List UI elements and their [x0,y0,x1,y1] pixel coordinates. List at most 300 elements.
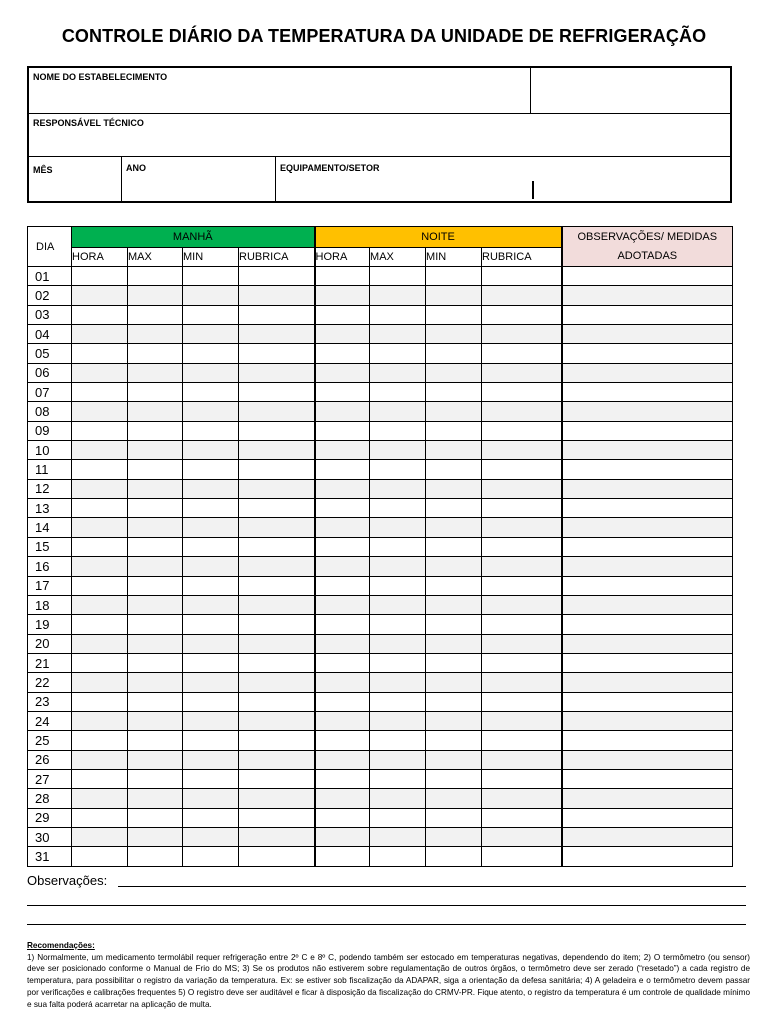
noite-hora-cell[interactable] [315,267,370,286]
noite-hora-cell[interactable] [315,421,370,440]
noite-min-cell[interactable] [426,847,482,866]
noite-rubrica-cell[interactable] [482,383,562,402]
manha-rubrica-cell[interactable] [239,325,315,344]
noite-min-cell[interactable] [426,769,482,788]
observacoes-cell[interactable] [562,383,733,402]
manha-min-cell[interactable] [183,325,239,344]
manha-min-cell[interactable] [183,731,239,750]
noite-hora-cell[interactable] [315,499,370,518]
manha-max-cell[interactable] [128,615,183,634]
manha-hora-cell[interactable] [72,789,128,808]
table-row [28,460,733,479]
noite-hora-cell[interactable] [315,344,370,363]
noite-min-cell[interactable] [426,286,482,305]
noite-rubrica-cell[interactable] [482,325,562,344]
recomendacoes-title: Recomendações: [27,941,95,950]
manha-max-cell[interactable] [128,808,183,827]
noite-max-cell[interactable] [370,673,426,692]
manha-rubrica-cell[interactable] [239,499,315,518]
noite-hora-cell[interactable] [315,479,370,498]
manha-min-cell[interactable] [183,363,239,382]
noite-hora-cell[interactable] [315,595,370,614]
manha-rubrica-cell[interactable] [239,518,315,537]
observacoes-cell[interactable] [562,460,733,479]
manha-hora-cell[interactable] [72,344,128,363]
table-row [28,673,733,692]
noite-rubrica-cell[interactable] [482,808,562,827]
manha-hora-cell[interactable] [72,460,128,479]
manha-hora-cell[interactable] [72,653,128,672]
nome-estabelecimento-field[interactable] [29,68,531,114]
observacoes-cell[interactable] [562,634,733,653]
manha-hora-cell[interactable] [72,402,128,421]
manha-rubrica-cell[interactable] [239,421,315,440]
manha-max-cell[interactable] [128,827,183,846]
manha-rubrica-cell[interactable] [239,769,315,788]
noite-max-cell[interactable] [370,537,426,556]
noite-min-cell[interactable] [426,615,482,634]
noite-min-cell[interactable] [426,731,482,750]
manha-min-cell[interactable] [183,557,239,576]
table-row [28,731,733,750]
noite-hora-cell[interactable] [315,402,370,421]
noite-min-cell[interactable] [426,557,482,576]
manha-hora-cell[interactable] [72,808,128,827]
manha-max-cell[interactable] [128,595,183,614]
noite-hora-cell[interactable] [315,750,370,769]
manha-min-cell[interactable] [183,267,239,286]
observacoes-cell[interactable] [562,576,733,595]
noite-min-cell[interactable] [426,789,482,808]
manha-rubrica-cell[interactable] [239,537,315,556]
noite-hora-cell[interactable] [315,789,370,808]
manha-hora-cell[interactable] [72,325,128,344]
manha-hora-cell[interactable] [72,518,128,537]
observacoes-cell[interactable] [562,595,733,614]
manha-rubrica-cell[interactable] [239,305,315,324]
noite-min-cell[interactable] [426,402,482,421]
noite-max-cell[interactable] [370,518,426,537]
manha-min-cell[interactable] [183,653,239,672]
manha-rubrica-cell[interactable] [239,847,315,866]
noite-hora-cell[interactable] [315,634,370,653]
observacoes-cell[interactable] [562,305,733,324]
manha-rubrica-cell[interactable] [239,692,315,711]
manha-min-cell[interactable] [183,808,239,827]
observacoes-section [27,872,747,890]
manha-max-cell[interactable] [128,789,183,808]
noite-max-cell[interactable] [370,808,426,827]
noite-min-cell[interactable] [426,808,482,827]
noite-max-cell[interactable] [370,305,426,324]
manha-rubrica-cell[interactable] [239,731,315,750]
noite-max-cell[interactable] [370,653,426,672]
noite-min-cell[interactable] [426,499,482,518]
day-number: 20 [28,634,72,653]
day-number: 17 [28,576,72,595]
manha-rubrica-cell[interactable] [239,711,315,730]
manha-min-cell[interactable] [183,383,239,402]
manha-max-cell[interactable] [128,750,183,769]
noite-hora-cell[interactable] [315,711,370,730]
noite-max-cell[interactable] [370,363,426,382]
noite-min-cell[interactable] [426,479,482,498]
observacoes-cell[interactable] [562,537,733,556]
manha-hora-cell[interactable] [72,383,128,402]
noite-hora-cell[interactable] [315,769,370,788]
manha-hora-cell[interactable] [72,557,128,576]
noite-max-cell[interactable] [370,692,426,711]
observacoes-cell[interactable] [562,653,733,672]
noite-hora-cell[interactable] [315,557,370,576]
noite-min-cell[interactable] [426,441,482,460]
manha-max-cell[interactable] [128,363,183,382]
manha-max-cell[interactable] [128,518,183,537]
manha-min-cell[interactable] [183,789,239,808]
noite-rubrica-cell[interactable] [482,537,562,556]
manha-rubrica-cell[interactable] [239,789,315,808]
noite-max-cell[interactable] [370,460,426,479]
manha-rubrica-cell[interactable] [239,634,315,653]
observacoes-cell[interactable] [562,402,733,421]
manha-min-cell[interactable] [183,460,239,479]
observacoes-line-3[interactable] [27,924,746,925]
manha-hora-cell[interactable] [72,537,128,556]
table-row [28,499,733,518]
manha-hora-cell[interactable] [72,673,128,692]
noite-hora-cell[interactable] [315,363,370,382]
manha-hora-cell[interactable] [72,441,128,460]
noite-rubrica-cell[interactable] [482,692,562,711]
noite-hora-cell[interactable] [315,518,370,537]
manha-max-cell[interactable] [128,286,183,305]
noite-min-cell[interactable] [426,827,482,846]
manha-hora-cell[interactable] [72,595,128,614]
manha-min-cell[interactable] [183,499,239,518]
noite-min-cell[interactable] [426,421,482,440]
manha-hora-cell[interactable] [72,421,128,440]
noite-hora-cell[interactable] [315,692,370,711]
observacoes-cell[interactable] [562,692,733,711]
manha-hora-cell[interactable] [72,479,128,498]
noite-max-header: MAX [370,248,426,267]
noite-hora-cell[interactable] [315,827,370,846]
noite-max-cell[interactable] [370,847,426,866]
manha-min-cell[interactable] [183,421,239,440]
observacoes-cell[interactable] [562,441,733,460]
manha-rubrica-cell[interactable] [239,576,315,595]
manha-max-cell[interactable] [128,499,183,518]
manha-hora-cell[interactable] [72,305,128,324]
manha-min-cell[interactable] [183,827,239,846]
noite-min-cell[interactable] [426,267,482,286]
noite-rubrica-cell[interactable] [482,286,562,305]
noite-hora-cell[interactable] [315,305,370,324]
noite-hora-cell[interactable] [315,673,370,692]
observacoes-cell[interactable] [562,731,733,750]
noite-min-cell[interactable] [426,653,482,672]
noite-max-cell[interactable] [370,267,426,286]
manha-hora-header: HORA [72,248,128,267]
manha-hora-cell[interactable] [72,499,128,518]
manha-hora-cell[interactable] [72,847,128,866]
noite-rubrica-cell[interactable] [482,595,562,614]
noite-hora-cell[interactable] [315,537,370,556]
noite-rubrica-cell[interactable] [482,344,562,363]
manha-min-cell[interactable] [183,344,239,363]
manha-hora-cell[interactable] [72,634,128,653]
noite-max-cell[interactable] [370,325,426,344]
noite-max-cell[interactable] [370,576,426,595]
noite-hora-cell[interactable] [315,615,370,634]
observacoes-line-1[interactable] [118,886,746,887]
manha-rubrica-cell[interactable] [239,344,315,363]
manha-rubrica-cell[interactable] [239,653,315,672]
noite-max-cell[interactable] [370,827,426,846]
noite-rubrica-cell[interactable] [482,673,562,692]
noite-rubrica-cell[interactable] [482,479,562,498]
noite-rubrica-cell[interactable] [482,827,562,846]
manha-max-cell[interactable] [128,847,183,866]
observacoes-cell[interactable] [562,286,733,305]
noite-min-cell[interactable] [426,383,482,402]
manha-rubrica-header: RUBRICA [239,248,315,267]
manha-rubrica-cell[interactable] [239,460,315,479]
manha-hora-cell[interactable] [72,731,128,750]
manha-max-cell[interactable] [128,305,183,324]
manha-min-cell[interactable] [183,479,239,498]
observacoes-cell[interactable] [562,363,733,382]
equipamento-setor-field[interactable] [276,157,730,201]
noite-max-cell[interactable] [370,383,426,402]
manha-max-cell[interactable] [128,325,183,344]
noite-hora-cell[interactable] [315,847,370,866]
manha-hora-cell[interactable] [72,750,128,769]
noite-rubrica-cell[interactable] [482,711,562,730]
observacoes-cell[interactable] [562,325,733,344]
manha-rubrica-cell[interactable] [239,595,315,614]
noite-min-cell[interactable] [426,673,482,692]
noite-rubrica-cell[interactable] [482,557,562,576]
manha-rubrica-cell[interactable] [239,479,315,498]
noite-hora-cell[interactable] [315,731,370,750]
noite-min-cell[interactable] [426,537,482,556]
noite-max-cell[interactable] [370,286,426,305]
manha-max-cell[interactable] [128,441,183,460]
noite-min-cell[interactable] [426,750,482,769]
manha-rubrica-cell[interactable] [239,402,315,421]
noite-min-cell[interactable] [426,711,482,730]
manha-max-cell[interactable] [128,460,183,479]
noite-rubrica-cell[interactable] [482,769,562,788]
manha-min-cell[interactable] [183,847,239,866]
noite-hora-cell[interactable] [315,325,370,344]
manha-rubrica-cell[interactable] [239,363,315,382]
noite-rubrica-cell[interactable] [482,576,562,595]
manha-min-cell[interactable] [183,769,239,788]
observacoes-cell[interactable] [562,789,733,808]
observacoes-cell[interactable] [562,711,733,730]
observacoes-cell[interactable] [562,769,733,788]
noite-rubrica-cell[interactable] [482,363,562,382]
manha-max-cell[interactable] [128,653,183,672]
manha-rubrica-cell[interactable] [239,286,315,305]
manha-hora-cell[interactable] [72,615,128,634]
observacoes-cell[interactable] [562,499,733,518]
manha-max-cell[interactable] [128,634,183,653]
manha-hora-cell[interactable] [72,576,128,595]
manha-max-cell[interactable] [128,731,183,750]
observacoes-line-2[interactable] [27,905,746,906]
noite-rubrica-cell[interactable] [482,750,562,769]
observacoes-cell[interactable] [562,847,733,866]
noite-max-cell[interactable] [370,402,426,421]
manha-hora-cell[interactable] [72,711,128,730]
manha-hora-cell[interactable] [72,827,128,846]
noite-min-cell[interactable] [426,576,482,595]
manha-max-cell[interactable] [128,692,183,711]
noite-max-cell[interactable] [370,595,426,614]
manha-max-cell[interactable] [128,557,183,576]
day-number: 30 [28,827,72,846]
observacoes-cell[interactable] [562,750,733,769]
noite-hora-cell[interactable] [315,286,370,305]
manha-min-cell[interactable] [183,441,239,460]
noite-rubrica-cell[interactable] [482,499,562,518]
noite-rubrica-cell[interactable] [482,267,562,286]
noite-max-cell[interactable] [370,750,426,769]
noite-hora-cell[interactable] [315,808,370,827]
noite-max-cell[interactable] [370,441,426,460]
noite-rubrica-cell[interactable] [482,615,562,634]
manha-rubrica-cell[interactable] [239,673,315,692]
manha-max-cell[interactable] [128,711,183,730]
noite-rubrica-cell[interactable] [482,653,562,672]
manha-min-cell[interactable] [183,576,239,595]
noite-max-cell[interactable] [370,344,426,363]
observacoes-cell[interactable] [562,479,733,498]
noite-rubrica-cell[interactable] [482,305,562,324]
manha-rubrica-cell[interactable] [239,267,315,286]
manha-min-cell[interactable] [183,692,239,711]
noite-max-cell[interactable] [370,421,426,440]
manha-rubrica-cell[interactable] [239,441,315,460]
manha-min-cell[interactable] [183,615,239,634]
noite-min-cell[interactable] [426,634,482,653]
manha-max-cell[interactable] [128,673,183,692]
responsavel-tecnico-field[interactable] [29,114,730,157]
noite-rubrica-cell[interactable] [482,731,562,750]
noite-rubrica-cell[interactable] [482,402,562,421]
observacoes-cell[interactable] [562,518,733,537]
manha-hora-cell[interactable] [72,363,128,382]
noite-min-cell[interactable] [426,344,482,363]
noite-rubrica-cell[interactable] [482,634,562,653]
manha-min-cell[interactable] [183,286,239,305]
manha-hora-cell[interactable] [72,692,128,711]
manha-min-cell[interactable] [183,402,239,421]
manha-min-cell[interactable] [183,634,239,653]
manha-min-cell[interactable] [183,711,239,730]
manha-max-cell[interactable] [128,576,183,595]
noite-max-cell[interactable] [370,499,426,518]
noite-max-cell[interactable] [370,769,426,788]
noite-hora-cell[interactable] [315,460,370,479]
noite-min-cell[interactable] [426,363,482,382]
manha-rubrica-cell[interactable] [239,557,315,576]
manha-hora-cell[interactable] [72,286,128,305]
manha-min-cell[interactable] [183,537,239,556]
noite-rubrica-cell[interactable] [482,441,562,460]
manha-hora-cell[interactable] [72,769,128,788]
mes-field[interactable] [29,157,122,201]
noite-hora-cell[interactable] [315,576,370,595]
noite-min-cell[interactable] [426,325,482,344]
noite-max-cell[interactable] [370,615,426,634]
manha-max-cell[interactable] [128,769,183,788]
noite-min-cell[interactable] [426,460,482,479]
manha-rubrica-cell[interactable] [239,615,315,634]
noite-rubrica-cell[interactable] [482,518,562,537]
noite-max-cell[interactable] [370,634,426,653]
observacoes-cell[interactable] [562,267,733,286]
observacoes-cell[interactable] [562,615,733,634]
noite-rubrica-cell[interactable] [482,847,562,866]
noite-max-cell[interactable] [370,557,426,576]
extra-header-field[interactable] [531,68,730,114]
manha-max-cell[interactable] [128,421,183,440]
noite-max-cell[interactable] [370,789,426,808]
noite-hora-cell[interactable] [315,383,370,402]
noite-hora-cell[interactable] [315,441,370,460]
noite-min-cell[interactable] [426,692,482,711]
manha-max-cell[interactable] [128,344,183,363]
manha-min-cell[interactable] [183,595,239,614]
manha-rubrica-cell[interactable] [239,808,315,827]
observacoes-cell[interactable] [562,808,733,827]
observacoes-cell[interactable] [562,827,733,846]
manha-max-cell[interactable] [128,267,183,286]
manha-max-cell[interactable] [128,479,183,498]
manha-min-cell[interactable] [183,305,239,324]
manha-rubrica-cell[interactable] [239,383,315,402]
observacoes-cell[interactable] [562,557,733,576]
noite-max-cell[interactable] [370,479,426,498]
noite-max-cell[interactable] [370,711,426,730]
observacoes-cell[interactable] [562,673,733,692]
manha-hora-cell[interactable] [72,267,128,286]
noite-hora-cell[interactable] [315,653,370,672]
manha-min-cell[interactable] [183,673,239,692]
noite-rubrica-cell[interactable] [482,460,562,479]
observacoes-cell[interactable] [562,344,733,363]
noite-rubrica-cell[interactable] [482,789,562,808]
noite-rubrica-cell[interactable] [482,421,562,440]
manha-min-cell[interactable] [183,518,239,537]
manha-max-cell[interactable] [128,537,183,556]
noite-max-cell[interactable] [370,731,426,750]
noite-min-cell[interactable] [426,305,482,324]
ano-field[interactable] [122,157,276,201]
manha-min-cell[interactable] [183,750,239,769]
noite-min-cell[interactable] [426,518,482,537]
manha-rubrica-cell[interactable] [239,750,315,769]
manha-max-cell[interactable] [128,383,183,402]
noite-min-cell[interactable] [426,595,482,614]
observacoes-cell[interactable] [562,421,733,440]
manha-rubrica-cell[interactable] [239,827,315,846]
manha-max-cell[interactable] [128,402,183,421]
